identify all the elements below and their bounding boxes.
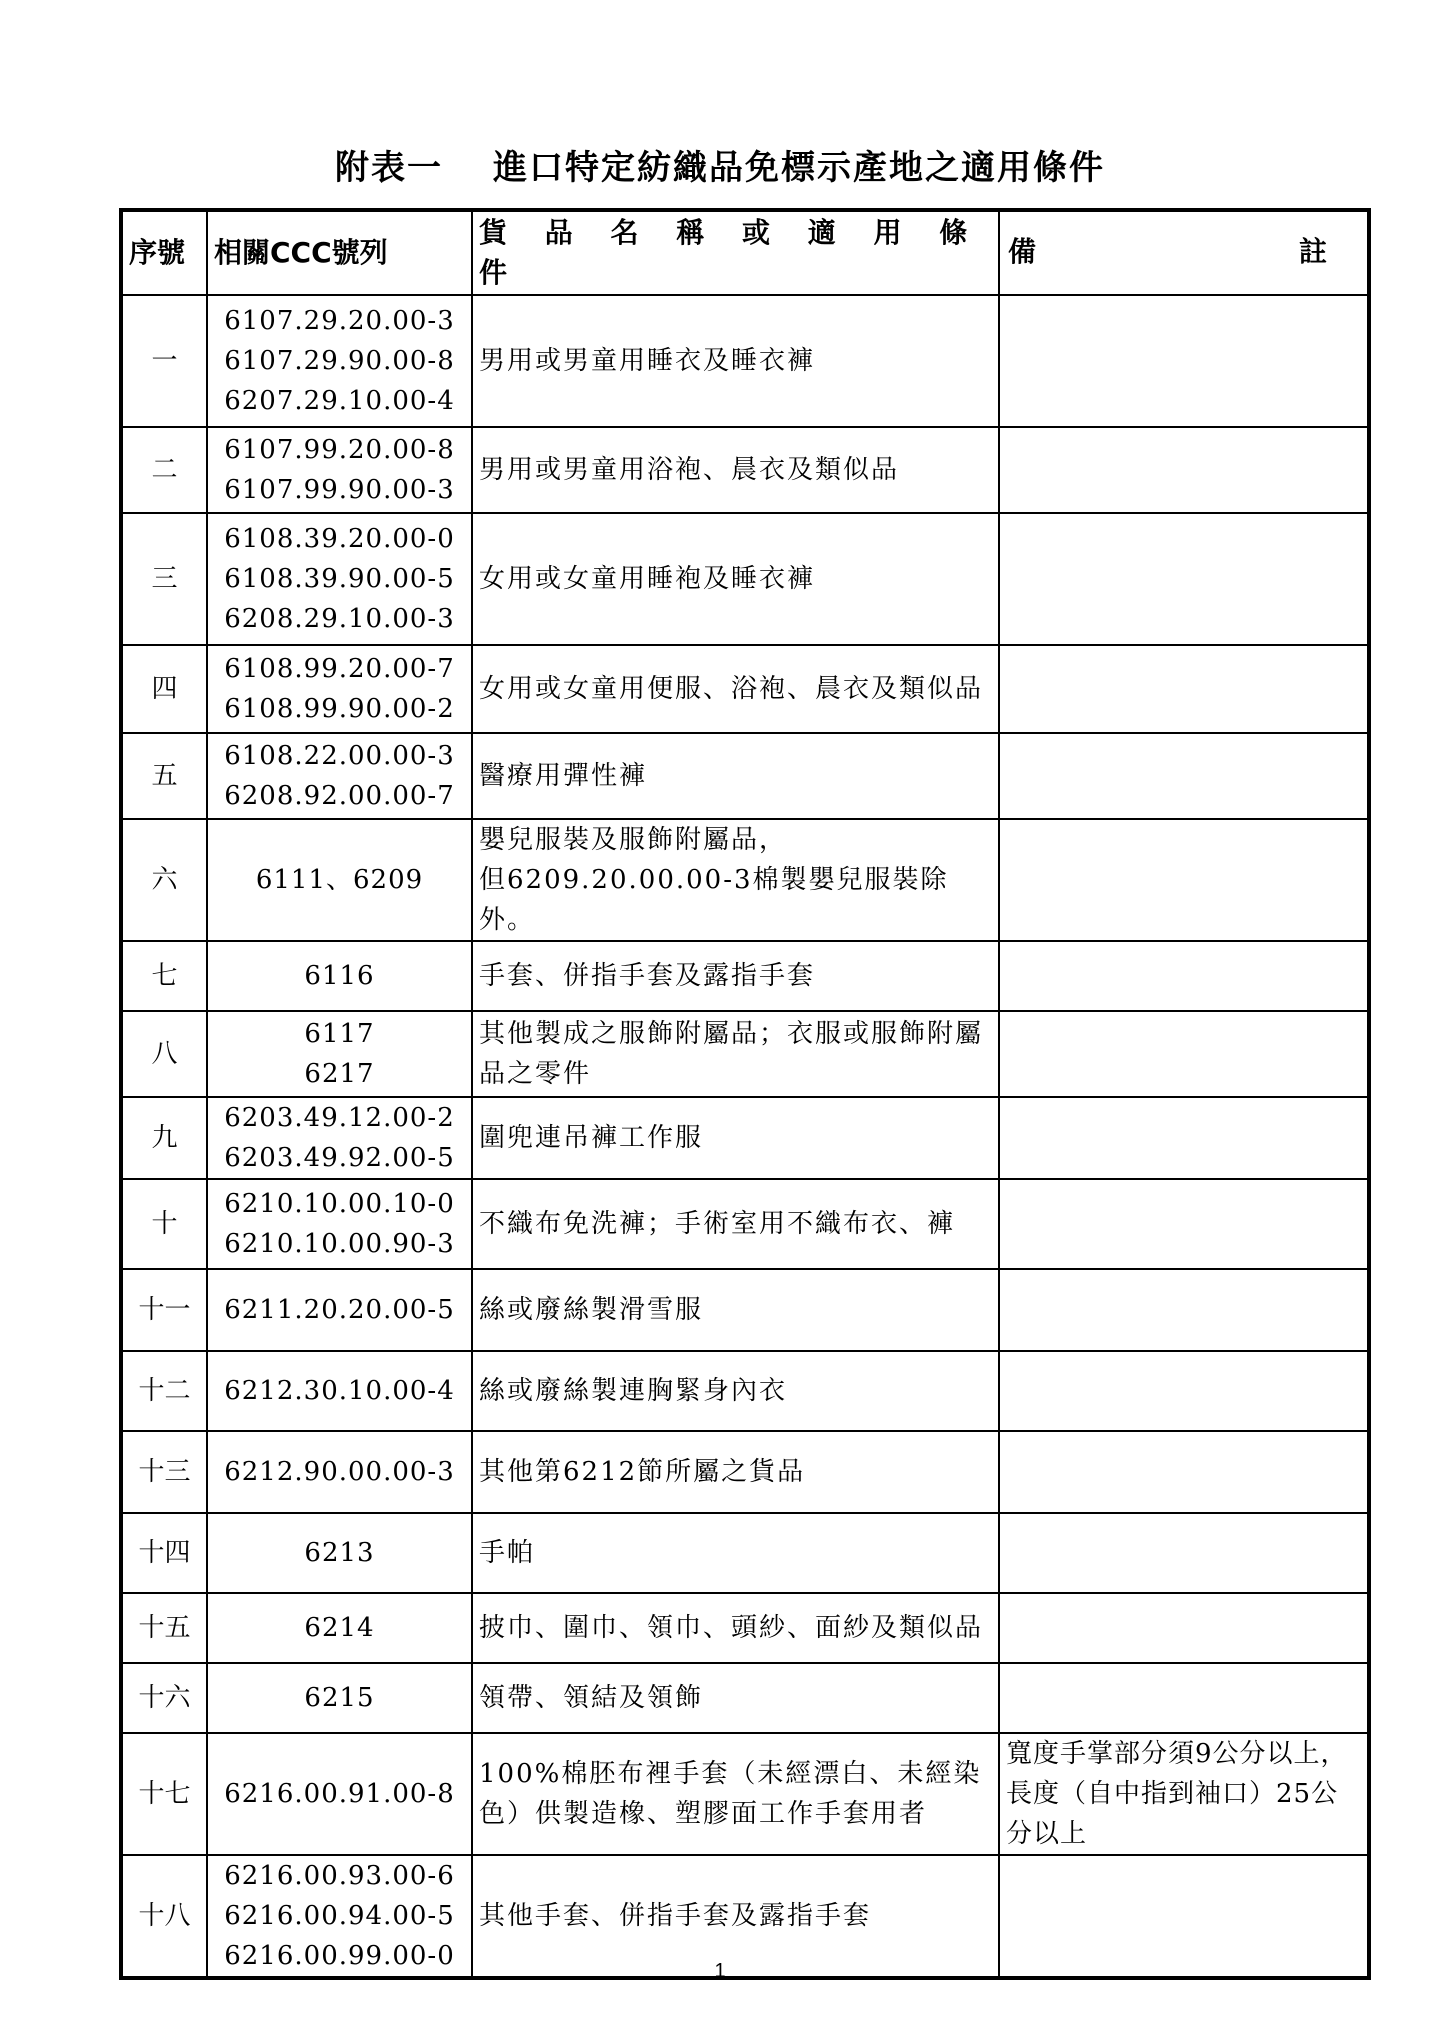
row-seq: 十二 [121, 1351, 207, 1431]
row-description: 醫療用彈性褲 [472, 733, 999, 819]
title-label: 附表一 [335, 148, 443, 188]
row-description: 手帕 [472, 1513, 999, 1593]
row-description: 其他第6212節所屬之貨品 [472, 1431, 999, 1513]
ccc-code: 6215 [304, 1683, 375, 1713]
row-codes [207, 1269, 472, 1351]
ccc-code: 6111、6209 [255, 865, 424, 895]
ccc-code: 6216.00.91.00-8 [224, 1779, 455, 1809]
table-row [121, 819, 1369, 941]
row-note [999, 513, 1369, 645]
row-note [999, 1179, 1369, 1269]
row-note: 寬度手掌部分須9公分以上，長度（自中指到袖口）25公分以上 [999, 1733, 1369, 1855]
row-codes [207, 1593, 472, 1663]
row-codes [207, 295, 472, 427]
ccc-code: 6211.20.20.00-5 [224, 1295, 455, 1325]
ccc-code: 6117 [304, 1019, 375, 1049]
table-row [121, 1593, 1369, 1663]
ccc-code: 6203.49.92.00-5 [224, 1143, 455, 1173]
row-seq: 七 [121, 941, 207, 1011]
row-description: 100%棉胚布裡手套（未經漂白、未經染色）供製造橡、塑膠面工作手套用者 [472, 1733, 999, 1855]
row-note [999, 941, 1369, 1011]
row-seq: 十五 [121, 1593, 207, 1663]
ccc-code: 6210.10.00.90-3 [224, 1229, 455, 1259]
row-codes [207, 427, 472, 513]
row-note [999, 1431, 1369, 1513]
ccc-code: 6217 [304, 1059, 375, 1089]
row-note [999, 1663, 1369, 1733]
row-seq: 十七 [121, 1733, 207, 1855]
row-codes [207, 1011, 472, 1097]
row-seq: 二 [121, 427, 207, 513]
table-row [121, 1733, 1369, 1855]
table-row [121, 427, 1369, 513]
row-description: 男用或男童用睡衣及睡衣褲 [472, 295, 999, 427]
row-codes [207, 1097, 472, 1179]
row-description: 絲或廢絲製滑雪服 [472, 1269, 999, 1351]
ccc-code: 6108.39.20.00-0 [224, 524, 455, 554]
ccc-code: 6214 [304, 1613, 375, 1643]
ccc-code: 6210.10.00.10-0 [224, 1189, 455, 1219]
table-row [121, 513, 1369, 645]
page-number: 1 [714, 1960, 726, 1982]
row-description: 圍兜連吊褲工作服 [472, 1097, 999, 1179]
row-note [999, 1351, 1369, 1431]
header-seq: 序號 [121, 210, 207, 295]
conditions-table [119, 208, 1371, 1980]
ccc-code: 6203.49.12.00-2 [224, 1103, 455, 1133]
row-description: 其他手套、併指手套及露指手套 [472, 1855, 999, 1978]
table-row [121, 295, 1369, 427]
row-note [999, 1097, 1369, 1179]
table-row [121, 1351, 1369, 1431]
header-code: 相關CCC號列 [207, 210, 472, 295]
row-codes [207, 941, 472, 1011]
table-header-row [121, 210, 1369, 295]
ccc-code: 6107.99.20.00-8 [224, 435, 455, 465]
row-seq: 一 [121, 295, 207, 427]
row-codes [207, 513, 472, 645]
row-seq: 十一 [121, 1269, 207, 1351]
row-description: 女用或女童用便服、浴袍、晨衣及類似品 [472, 645, 999, 733]
table-row [121, 733, 1369, 819]
row-codes [207, 1351, 472, 1431]
row-description: 披巾、圍巾、領巾、頭紗、面紗及類似品 [472, 1593, 999, 1663]
row-description: 嬰兒服裝及服飾附屬品， 但6209.20.00.00-3棉製嬰兒服裝除外。 [472, 819, 999, 941]
row-description: 手套、併指手套及露指手套 [472, 941, 999, 1011]
row-seq: 十 [121, 1179, 207, 1269]
row-seq: 十三 [121, 1431, 207, 1513]
row-seq: 五 [121, 733, 207, 819]
ccc-code: 6208.29.10.00-3 [224, 604, 455, 634]
document-title [0, 140, 1440, 189]
row-seq: 九 [121, 1097, 207, 1179]
row-seq: 十六 [121, 1663, 207, 1733]
ccc-code: 6216.00.94.00-5 [224, 1901, 455, 1931]
row-codes [207, 1431, 472, 1513]
row-codes [207, 1663, 472, 1733]
row-note [999, 645, 1369, 733]
ccc-code: 6207.29.10.00-4 [224, 386, 455, 416]
row-codes [207, 733, 472, 819]
row-seq: 八 [121, 1011, 207, 1097]
ccc-code: 6216.00.99.00-0 [224, 1941, 455, 1971]
row-note [999, 819, 1369, 941]
row-note [999, 295, 1369, 427]
row-note [999, 733, 1369, 819]
table-row [121, 941, 1369, 1011]
row-seq: 十八 [121, 1855, 207, 1978]
header-note-1: 備 [1008, 235, 1037, 268]
ccc-code: 6108.99.20.00-7 [224, 654, 455, 684]
title-text: 進口特定紡織品免標示產地之適用條件 [493, 148, 1105, 188]
row-seq: 十四 [121, 1513, 207, 1593]
row-codes [207, 819, 472, 941]
table-row [121, 1269, 1369, 1351]
ccc-code: 6107.99.90.00-3 [224, 475, 455, 505]
ccc-code: 6208.92.00.00-7 [224, 781, 455, 811]
row-seq: 三 [121, 513, 207, 645]
ccc-code: 6107.29.90.00-8 [224, 346, 455, 376]
table-row [121, 1097, 1369, 1179]
table-row [121, 1011, 1369, 1097]
ccc-code: 6213 [304, 1538, 375, 1568]
table-row [121, 1513, 1369, 1593]
row-codes [207, 645, 472, 733]
ccc-code: 6108.99.90.00-2 [224, 694, 455, 724]
ccc-code: 6116 [304, 961, 375, 991]
ccc-code: 6108.39.90.00-5 [224, 564, 455, 594]
table-row [121, 645, 1369, 733]
row-description: 不織布免洗褲；手術室用不織布衣、褲 [472, 1179, 999, 1269]
row-description: 男用或男童用浴袍、晨衣及類似品 [472, 427, 999, 513]
header-note [999, 210, 1369, 295]
row-note [999, 1513, 1369, 1593]
row-note [999, 1593, 1369, 1663]
row-note [999, 1011, 1369, 1097]
ccc-code: 6216.00.93.00-6 [224, 1861, 455, 1891]
row-note [999, 1269, 1369, 1351]
table-row [121, 1431, 1369, 1513]
row-description: 絲或廢絲製連胸緊身內衣 [472, 1351, 999, 1431]
table-row [121, 1663, 1369, 1733]
table-row [121, 1179, 1369, 1269]
row-description: 其他製成之服飾附屬品；衣服或服飾附屬品之零件 [472, 1011, 999, 1097]
row-codes [207, 1179, 472, 1269]
row-description: 女用或女童用睡袍及睡衣褲 [472, 513, 999, 645]
row-seq: 六 [121, 819, 207, 941]
header-desc: 貨 品 名 稱 或 適 用 條 件 [472, 210, 999, 295]
row-codes [207, 1513, 472, 1593]
row-seq: 四 [121, 645, 207, 733]
ccc-code: 6108.22.00.00-3 [224, 741, 455, 771]
ccc-code: 6212.30.10.00-4 [224, 1376, 455, 1406]
ccc-code: 6212.90.00.00-3 [224, 1457, 455, 1487]
row-note [999, 427, 1369, 513]
row-codes [207, 1733, 472, 1855]
ccc-code: 6107.29.20.00-3 [224, 306, 455, 336]
row-description: 領帶、領結及領飾 [472, 1663, 999, 1733]
header-note-2: 註 [1298, 235, 1327, 268]
